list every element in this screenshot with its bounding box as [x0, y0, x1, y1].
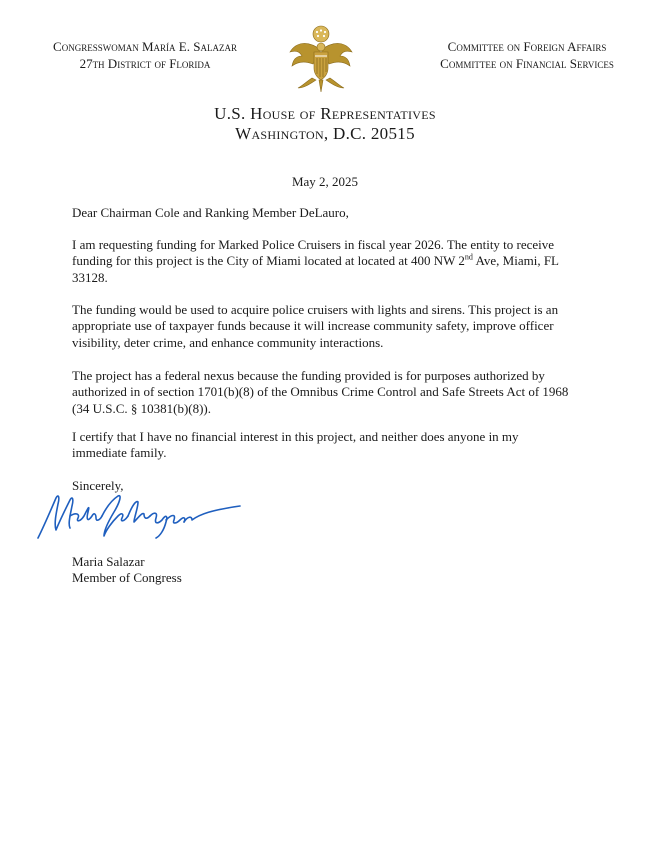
house-address	[0, 104, 650, 144]
house-city: Washington, D.C. 20515	[235, 124, 415, 143]
signer-title: Member of Congress	[72, 570, 182, 585]
letterhead-left	[30, 38, 260, 72]
letterhead-right	[432, 38, 622, 72]
committee-financial-services: Committee on Financial Services	[440, 56, 614, 71]
ordinal-suffix: nd	[464, 252, 473, 262]
handwritten-signature	[34, 486, 249, 546]
paragraph-federal-nexus: The project has a federal nexus because the funding provided is for purposes authorized by authorized in of section 1701(b)(8) of the Omnibus Crime Control and Safe Streets Act of 1968 (34 U.S.C. § 10381(b)(8)).	[72, 368, 569, 416]
salutation: Dear Chairman Cole and Ranking Member DeLauro,	[72, 205, 349, 220]
paragraph-funding-use: The funding would be used to acquire police cruisers with lights and sirens. This project is an appropriate use of taxpayer funds because it will increase community safety, improve officer visibility, deter crime, and enhance community interactions.	[72, 302, 559, 350]
paragraph-text: I am requesting funding for Marked Police Cruisers in fiscal year 2026. The entity to receive funding for this project is the City of Miami located at located at 400 NW 2	[72, 237, 555, 269]
house-name: U.S. House of Representatives	[214, 104, 436, 123]
congresswoman-name: Congresswoman María E. Salazar	[53, 39, 237, 54]
paragraph-text: Ave, Miami, FL 33128.	[72, 253, 559, 285]
closing: Sincerely,	[72, 478, 124, 493]
district-line: 27th District of Florida	[79, 56, 211, 71]
signer-name: Maria Salazar	[72, 554, 145, 569]
paragraph-funding-request	[72, 237, 572, 286]
letter-date: May 2, 2025	[291, 174, 359, 189]
committee-foreign-affairs: Committee on Foreign Affairs	[447, 39, 607, 54]
house-seal-eagle-icon	[286, 22, 356, 94]
paragraph-certification: I certify that I have no financial interest in this project, and neither does anyone in my immediate family.	[72, 429, 519, 461]
